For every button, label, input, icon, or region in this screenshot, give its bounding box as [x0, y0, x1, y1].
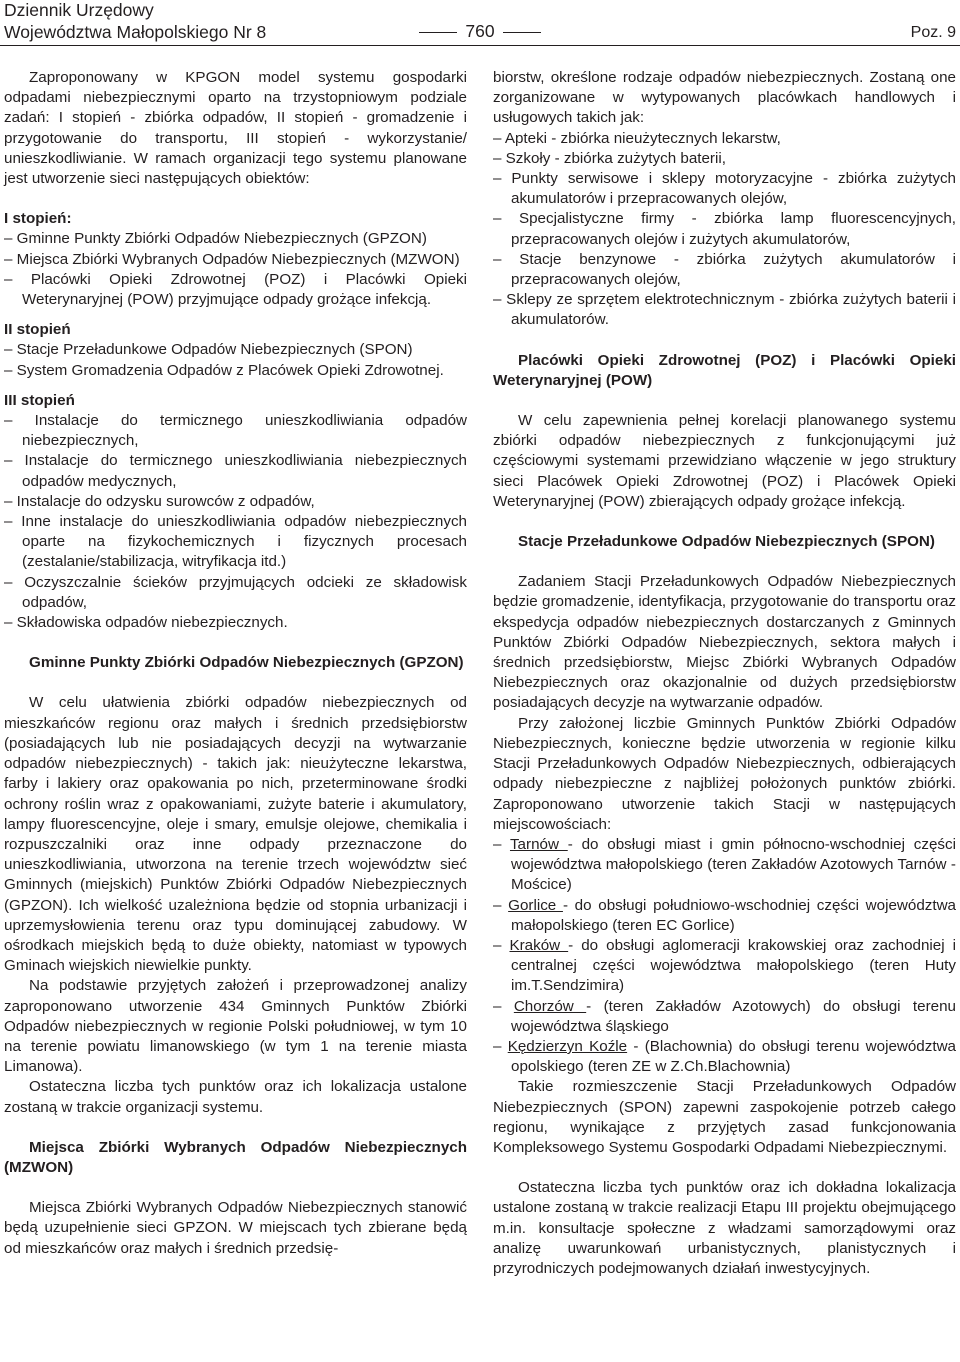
station-item	[493, 936, 956, 997]
list-item: – Szkoły - zbiórka zużytych baterii,	[493, 149, 726, 167]
list-item: – Instalacje do odzysku surowców z odpadów,	[4, 492, 315, 510]
station-item	[493, 835, 956, 896]
station-name: Kędzierzyn Koźle	[507, 1037, 628, 1055]
page-number-dash-left	[419, 32, 457, 33]
gpzon-paragraph-2: Na podstawie przyjętych założeń i przeprowadzonej analizy zaproponowano utworzenie 434 Gminnych Punktów Zbiórki Odpadów niebezpiecznych w regionie Polski południowej, w tym 10 na terenie powiatu limanowskiego (w tym 1 na terenie miasta Limanowa).	[4, 977, 467, 1076]
header-rule	[0, 45, 960, 46]
list-item: – Sklepy ze sprzętem elektrotechnicznym - zbiórka zużytych baterii i akumulatorów.	[493, 291, 956, 329]
station-dash: –	[493, 896, 509, 914]
station-name: Gorlice	[508, 896, 563, 914]
intro-paragraph: Zaproponowany w KPGON model systemu gospodarki odpadami niebezpiecznymi oparto na trzystopniowym podziale zadań: I stopień - zbiórka odpadów, II stopień - gromadzenie i przygotowanie do transportu, III stopień - wykorzystanie/ unieszkodliwianie. W ramach organizacji tego systemu planowane jest utworzenie sieci następujących obiektów:	[4, 69, 467, 188]
continuation-paragraph: biorstw, określone rodzaje odpadów niebezpiecznych. Zostaną one zorganizowane w wytypowanych placówkach handlowych i usługowych takich jak:	[493, 69, 956, 127]
stage2-title: II stopień	[4, 321, 71, 339]
spon-paragraph-1: Zadaniem Stacji Przeładunkowych Odpadów Niebezpiecznych będzie gromadzenie, identyfikacja, przygotowanie do transportu oraz ekspedycja odpadów niebezpiecznych dostarczanych z Gminnych Punktów Zbiórki Odpadów Niebezpiecznych, sektora małych i średnich przedsiębiorstw, Miejsc Zbiórki Wybranych Odpadów Niebezpiecznych oraz okazjonalnie od dużych przedsiębiorstw posiadających decyzje na wytwarzanie odpadów.	[493, 573, 956, 712]
list-item: – Gminne Punkty Zbiórki Odpadów Niebezpiecznych (GPZON)	[4, 230, 427, 248]
spon-heading: Stacje Przeładunkowe Odpadów Niebezpiecznych (SPON)	[518, 533, 935, 551]
station-description: - do obsługi południowo-wschodniej części województwa małopolskiego (teren EC Gorlice)	[511, 896, 957, 934]
list-item: – Punkty serwisowe i sklepy motoryzacyjne - zbiórka zużytych akumulatorów i przepracowanych olejów,	[493, 170, 956, 208]
spon-paragraph-3: Takie rozmieszczenie Stacji Przeładunkowych Odpadów Niebezpiecznych (SPON) zapewni zaspokojenie potrzeb całego regionu, wynikające z przyjętych zasad funkcjonowania Kompleksowego Systemu Gospodarki Odpadami Niebezpiecznymi.	[493, 1078, 956, 1156]
stage3-title: III stopień	[4, 391, 75, 409]
list-item: – Instalacje do termicznego unieszkodliwiania niebezpiecznych odpadów medycznych,	[4, 452, 467, 490]
station-description: - (Blachownia) do obsługi terenu województwa opolskiego (teren ZE w Z.Ch.Blachownia)	[511, 1037, 956, 1076]
poz-paragraph-1: W celu zapewnienia pełnej korelacji planowanego systemu zbiórki odpadów niebezpiecznych z funkcjonującymi już częściowymi systemami przewidziano włączenie w jego struktury sieci Placówek Opieki Zdrowotnej (POZ) i Placówek Opieki Weterynaryjnej (POW) zbierających odpady grożące infekcją.	[493, 412, 956, 510]
list-item: – Specjalistyczne firmy - zbiórka lamp fluorescencyjnych, przepracowanych olejów i zużytych akumulatorów,	[493, 210, 956, 248]
page-number-value: 760	[465, 21, 495, 41]
station-name: Kraków	[509, 936, 569, 954]
gpzon-paragraph-1: W celu ułatwienia zbiórki odpadów niebezpiecznych od mieszkańców regionu oraz małych i średnich przedsiębiorstw (posiadających lub nie posiadających decyzji na wytwarzanie odpadów niebezpiecznych) - takich jak: nieużyteczne lekarstwa, farby i lakiery oraz opakowania po nich, przeterminowane środki ochrony roślin wraz z opakowaniami, zużyte baterie i akumulatory, lampy fluorescencyjne, oleje i smary, emulsje olejowe, chemikalia i rozpuszczalniki oraz inne odpady przeznaczone do unieszkodliwiania, utworzona na terenie trzech województw sieć Gminnych (miejskich) Punktów Zbiórki Odpadów Niebezpiecznych (GPZON). Ich wielkość uzależniona będzie od stopnia urbanizacji i uprzemysłowienia terenu oraz typu dominującej zabudowy. W ośrodkach miejskich będą to duże obiekty, natomiast w typowych Gminach wiejskich niewielkie punkty.	[4, 694, 467, 975]
page-number	[0, 21, 960, 43]
list-item: – Stacje Przeładunkowe Odpadów Niebezpiecznych (SPON)	[4, 341, 413, 359]
list-item: – Placówki Opieki Zdrowotnej (POZ) i Placówki Opieki Weterynaryjnej (POW) przyjmujące odpady grożące infekcją.	[4, 270, 467, 309]
journal-title-line2: Województwa Małopolskiego Nr 8	[4, 21, 267, 42]
list-item: – Składowiska odpadów niebezpiecznych.	[4, 614, 288, 632]
station-name: Tarnów	[509, 835, 568, 853]
station-dash: –	[493, 997, 514, 1015]
list-item: – Apteki - zbiórka nieużytecznych lekarstw,	[493, 129, 781, 147]
stage1-title: I stopień:	[4, 210, 72, 228]
station-dash: –	[493, 1037, 508, 1055]
left-column	[4, 68, 467, 1259]
page-number-dash-right	[503, 32, 541, 33]
station-name: Chorzów	[513, 997, 587, 1015]
list-item: – System Gromadzenia Odpadów z Placówek Opieki Zdrowotnej.	[4, 361, 444, 379]
position-number: Poz. 9	[910, 24, 956, 41]
gpzon-heading: Gminne Punkty Zbiórki Odpadów Niebezpiecznych (GPZON)	[29, 654, 464, 672]
journal-title-line1: Dziennik Urzędowy	[4, 0, 154, 20]
right-column	[493, 68, 956, 1279]
station-description: - do obsługi aglomeracji krakowskiej oraz zachodniej i centralnej części województwa małopolskiego (teren Huty im.T.Sendzimira)	[511, 936, 957, 995]
station-item	[493, 896, 956, 936]
list-item: – Oczyszczalnie ścieków przyjmujących odcieki ze składowisk odpadów,	[4, 573, 467, 611]
mzwon-paragraph-1: Miejsca Zbiórki Wybranych Odpadów Niebezpiecznych stanowić będą uzupełnienie sieci GPZON. W miejscach tych zbierane będą od mieszkańców oraz małych i średnich przedsię-	[4, 1199, 467, 1257]
station-dash: –	[493, 835, 510, 853]
station-description: - do obsługi miast i gmin północno-wschodniej części województwa małopolskiego (teren Zakładów Azotowych Tarnów - Mościce)	[511, 835, 956, 894]
list-item: – Inne instalacje do unieszkodliwiania odpadów niebezpiecznych oparte na fizykochemicznych i fizycznych procesach (zestalanie/stabilizacja, witryfikacja itd.)	[4, 513, 467, 571]
station-item	[493, 997, 956, 1037]
poz-heading: Placówki Opieki Zdrowotnej (POZ) i Placówki Opieki Weterynaryjnej (POW)	[493, 351, 956, 389]
list-item: – Instalacje do termicznego unieszkodliwiania odpadów niebezpiecznych,	[4, 412, 467, 450]
list-item: – Stacje benzynowe - zbiórka zużytych akumulatorów i przepracowanych olejów,	[493, 250, 956, 289]
station-description: - (teren Zakładów Azotowych) do obsługi terenu województwa śląskiego	[511, 997, 956, 1035]
list-item: – Miejsca Zbiórki Wybranych Odpadów Niebezpiecznych (MZWON)	[4, 250, 460, 268]
gpzon-paragraph-3: Ostateczna liczba tych punktów oraz ich lokalizacja ustalone zostaną w trakcie organizacji systemu.	[4, 1078, 467, 1116]
final-paragraph: Ostateczna liczba tych punktów oraz ich dokładna lokalizacja ustalone zostaną w trakcie realizacji Etapu III projektu obejmującego m.in. konsultacje społeczne z władzami samorządowymi oraz analizę uwarunkowań urbanistycznych, planistycznych i przyrodniczych podejmowanych działań inwestycyjnych.	[493, 1179, 956, 1277]
mzwon-heading: Miejsca Zbiórki Wybranych Odpadów Niebezpiecznych (MZWON)	[4, 1138, 467, 1176]
spon-paragraph-2: Przy założonej liczbie Gminnych Punktów Zbiórki Odpadów Niebezpiecznych, konieczne będzie utworzenia w regionie kilku Stacji Przeładunkowych Odpadów Niebezpiecznych, odbierających odpady niebezpieczne z najbliżej położonych punktów zbiórki. Zaproponowano utworzenie takich Stacji w następujących miejscowościach:	[493, 714, 956, 833]
station-item	[493, 1037, 956, 1077]
station-dash: –	[493, 936, 510, 954]
